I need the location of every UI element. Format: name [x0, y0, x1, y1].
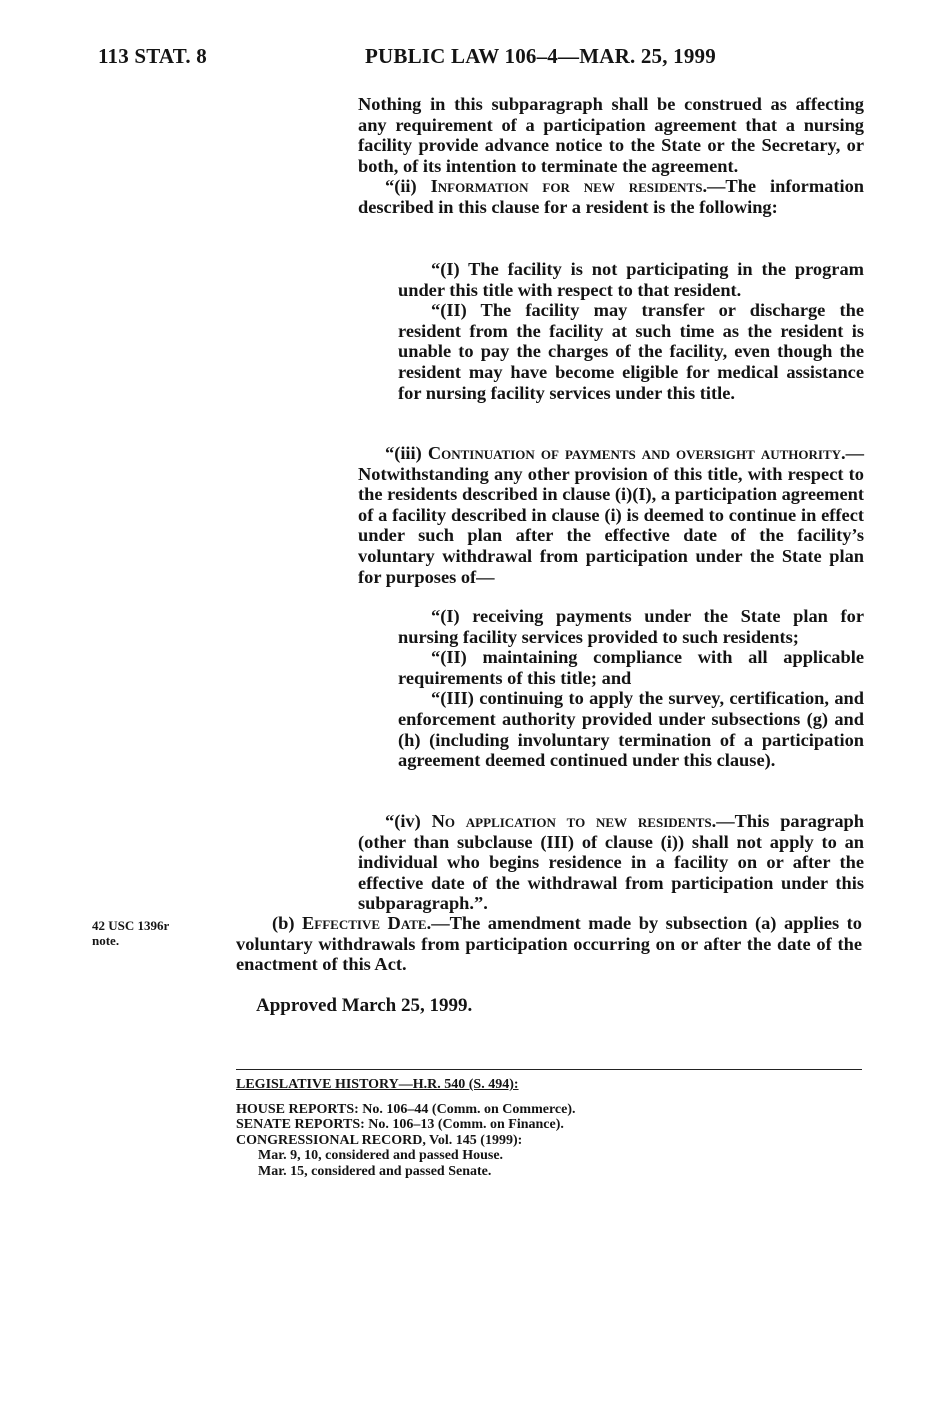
subclause-ii-II: “(II) The facility may transfer or discharge the resident from the facility at such time as the resident is unable to pay the charges of the facility, even though the resident may have become eligible for medical assistance for nursing facility services under this title.: [398, 300, 864, 403]
clause-iv: [358, 811, 864, 914]
statute-text-subclauses-iii: [358, 606, 864, 771]
subclause-iii-II: “(II) maintaining compliance with all applicable requirements of this title; and: [398, 647, 864, 688]
legislative-history-heading: LEGISLATIVE HISTORY—H.R. 540 (S. 494):: [236, 1077, 519, 1092]
subsection-b: [236, 913, 862, 975]
subsection-b-text: .—The amendment made by subsection (a) applies to voluntary withdrawals from participation occurring on or after the date of the enactment of this Act.: [236, 913, 862, 975]
subsection-b-heading: Effective Date: [302, 913, 427, 933]
clause-ii-text: .—The information described in this clause for a resident is the following:: [358, 176, 864, 217]
house-action: Mar. 9, 10, considered and passed House.: [258, 1148, 504, 1163]
statute-text-clause-iv: [358, 811, 864, 914]
clause-ii-lead: “(ii): [385, 176, 431, 197]
clause-iv-lead: “(iv): [385, 811, 432, 831]
clause-ii: [358, 176, 864, 217]
subsection-b-paragraph: [236, 913, 862, 975]
statute-text-clause-iii: [358, 443, 864, 587]
legislative-history: [236, 1077, 576, 1179]
page-reference: 113 STAT. 8: [98, 44, 207, 68]
congressional-record: CONGRESSIONAL RECORD, Vol. 145 (1999):: [236, 1132, 523, 1148]
paragraph-construction-note: Nothing in this subparagraph shall be construed as affecting any requirement of a participation agreement that a nursing facility provide advance notice to the State or the Secretary, or both, of its intention to terminate the agreement.: [358, 94, 864, 176]
subclause-iii-I: “(I) receiving payments under the State plan for nursing facility services provided to such residents;: [398, 606, 864, 647]
margin-citation-note: [92, 918, 169, 948]
clause-iii-lead: “(iii): [385, 443, 428, 463]
statute-text-subclauses-ii: [358, 259, 864, 403]
statute-text-upper: [358, 94, 864, 218]
senate-action: Mar. 15, considered and passed Senate.: [258, 1163, 492, 1179]
legislative-history-spacer: [236, 1093, 576, 1102]
margin-citation-line1: 42 USC 1396r: [92, 918, 170, 933]
footer-divider: [236, 1069, 862, 1070]
clause-iv-heading: No application to new residents: [431, 811, 712, 831]
clause-ii-heading: Information for new residents: [430, 176, 703, 197]
senate-reports: SENATE REPORTS: No. 106–13 (Comm. on Finance).: [236, 1117, 564, 1132]
clause-iii: [358, 443, 864, 587]
page-title: PUBLIC LAW 106–4—MAR. 25, 1999: [365, 44, 716, 68]
clause-iv-text: .—This paragraph (other than subclause (III) of clause (i)) shall not apply to an individual who begins residence in a facility on or after the effective date of the withdrawal from participation under this subparagraph.”.: [358, 811, 864, 914]
approval-date: Approved March 25, 1999.: [256, 995, 473, 1016]
margin-citation-line2: note.: [92, 933, 120, 948]
subsection-b-lead: (b): [272, 913, 303, 933]
clause-iii-heading: Continuation of payments and oversight authority: [427, 443, 842, 463]
house-reports: HOUSE REPORTS: No. 106–44 (Comm. on Commerce).: [236, 1101, 576, 1117]
clause-iii-text: .—Notwithstanding any other provision of this title, with respect to the residents described in clause (i)(I), a participation agreement of a facility described in clause (i) is deemed to continue in effect under such plan after the effective date of the facility’s voluntary withdrawal from participation under the State plan for purposes of—: [358, 443, 865, 587]
subclause-ii-I: “(I) The facility is not participating in the program under this title with respect to that resident.: [398, 259, 864, 300]
subclause-iii-III: “(III) continuing to apply the survey, certification, and enforcement authority provided under subsections (g) and (h) (including involuntary termination of a participation agreement deemed continued under this clause).: [398, 688, 864, 771]
